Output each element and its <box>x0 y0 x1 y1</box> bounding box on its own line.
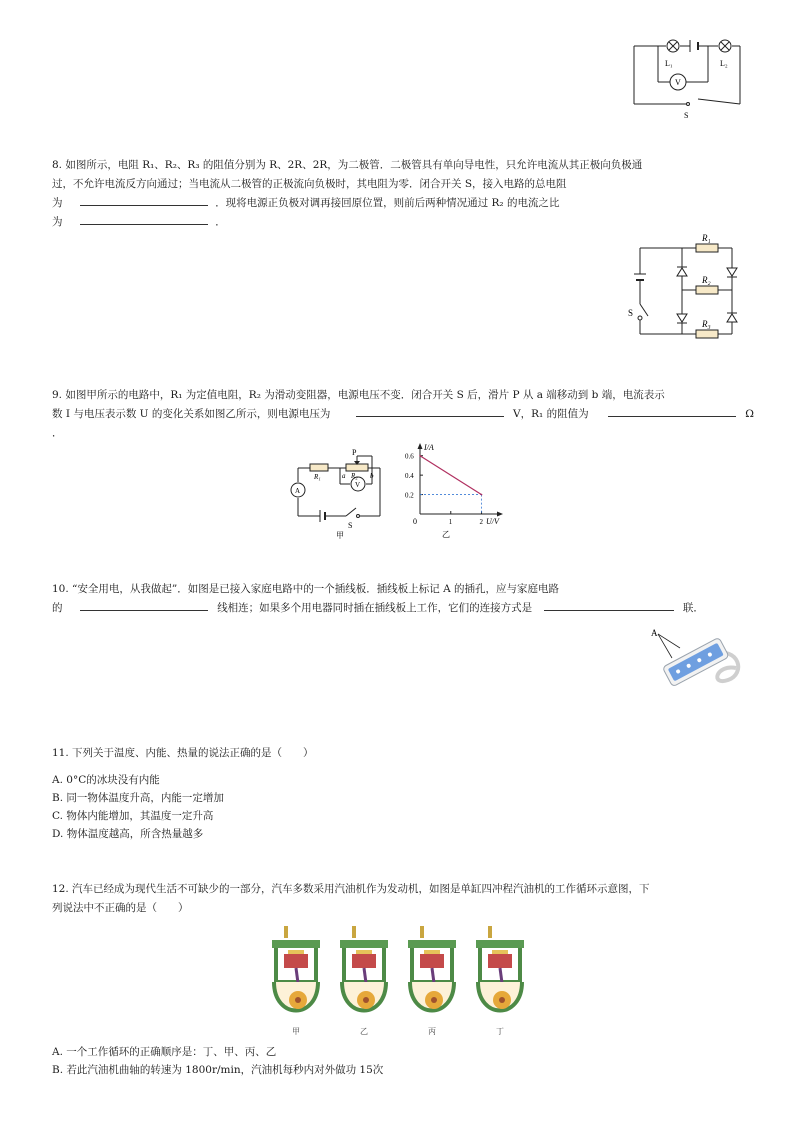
y-tick-label-2: 0.6 <box>405 452 414 461</box>
q9-label-voltmeter: V <box>355 481 361 489</box>
question-10 <box>52 580 752 618</box>
engine-stroke-jia <box>272 926 320 1011</box>
q9-line-2-pre: 数 I 与电压表示数 U 的变化关系如图乙所示，则电源电压为 <box>52 408 331 420</box>
q8-label-s: S <box>628 308 634 318</box>
q9-label-s: S <box>348 521 353 530</box>
label-voltmeter: V <box>675 78 681 87</box>
q8-line-1: 8. 如图所示，电阻 R₁、R₂、R₃ 的阻值分别为 R、2R、2R，为二极管．二极管具有单向导电性，只允许电流从其正极向负极通 <box>52 159 643 171</box>
label-l2: L₂ <box>720 59 728 68</box>
y-tick-label-0: 0.2 <box>405 491 414 500</box>
y-tick-label-1: 0.4 <box>405 472 414 481</box>
q10-line-2-end: 联． <box>682 602 704 614</box>
series-line-i-u <box>420 456 482 495</box>
x-tick-label-1: 1 <box>448 518 453 526</box>
q9-graph-axes <box>420 446 500 514</box>
q9-graph-xlabel: U/V <box>486 517 499 526</box>
q8-line-3 <box>52 194 752 213</box>
engine-caption-jia: 甲 <box>292 1027 300 1036</box>
q9-circuit-figure <box>290 448 390 540</box>
q8-label-r3: R₃ <box>702 319 711 329</box>
q9-label-a: a <box>342 472 346 480</box>
q8-line-2: 过，不允许电流反方向通过；当电流从二极管的正极流向负极时，其电阻为零．闭合开关 S，接入电路的总电阻 <box>52 178 567 190</box>
x-tick-label-2: 2 <box>479 518 484 526</box>
q11-stem: 11. 下列关于温度、内能、热量的说法正确的是（ ） <box>52 747 314 759</box>
top-circuit-figure <box>628 36 748 122</box>
q8-circuit-figure <box>624 232 750 342</box>
engine-stroke-bing <box>408 926 456 1011</box>
data-point-0 <box>419 455 421 457</box>
q11-option-a[interactable]: A. 0°C的冰块没有内能 <box>52 774 160 786</box>
question-12 <box>52 880 752 918</box>
q12-line-1: 12. 汽车已经成为现代生活不可缺少的一部分，汽车多数采用汽油机作为发动机，如图是单缸四冲程汽油机的工作循环示意图，下 <box>52 883 650 895</box>
q8-line-3-post: ．现将电源正负极对调再接回原位置，则前后两种情况通过 R₂ 的电流之比 <box>215 197 560 209</box>
question-9 <box>52 386 752 443</box>
engine-cycle-svg <box>266 920 528 1038</box>
q10-answer-blank-1[interactable] <box>80 599 208 611</box>
power-strip-svg <box>650 624 750 696</box>
q9-caption-jia: 甲 <box>336 531 344 540</box>
q9-label-b: b <box>370 472 374 480</box>
q8-line-4-post: ． <box>215 216 226 228</box>
q9-label-ammeter: A <box>295 487 301 495</box>
q9-graph-svg <box>404 440 508 540</box>
q10-line-2-pre: 的 <box>52 602 63 614</box>
q11-option-c[interactable]: C. 物体内能增加，其温度一定升高 <box>52 810 214 822</box>
q9-answer-blank-1[interactable] <box>356 405 504 417</box>
engine-cycle-figure <box>266 920 528 1038</box>
q9-line-1: 9. 如图甲所示的电路中，R₁ 为定值电阻，R₂ 为滑动变阻器，电源电压不变．闭合开关 S 后，滑片 P 从 a 端移动到 b 端，电流表示 <box>52 389 665 401</box>
q11-option-b[interactable]: B. 同一物体温度升高，内能一定增加 <box>52 792 224 804</box>
label-l1: L₁ <box>665 59 673 68</box>
q10-line-2-mid: 线相连；如果多个用电器同时插在插线板上工作，它们的连接方式是 <box>217 602 533 614</box>
q9-circuit-svg <box>290 448 390 540</box>
q9-label-p: P <box>352 448 357 457</box>
q8-answer-blank-2[interactable] <box>80 213 208 225</box>
q8-answer-blank-1[interactable] <box>80 194 208 206</box>
power-strip-image <box>650 624 750 696</box>
q9-label-r2: R₂ <box>351 472 358 480</box>
q8-line-4 <box>52 213 752 232</box>
q12-option-a[interactable]: A. 一个工作循环的正确顺序是：丁、甲、丙、乙 <box>52 1046 277 1058</box>
engine-stroke-yi <box>340 926 388 1011</box>
top-circuit-svg <box>628 36 748 122</box>
q9-label-r1: R₁ <box>314 473 321 481</box>
q9-graph-caption: 乙 <box>442 530 450 539</box>
q12-line-2: 列说法中不正确的是（ ） <box>52 902 189 914</box>
q12-option-b[interactable]: B. 若此汽油机曲轴的转速为 1800r/min，汽油机每秒内对外做功 15次 <box>52 1064 384 1076</box>
q8-label-r1: R₁ <box>702 233 711 243</box>
q8-label-r2: R₂ <box>702 275 711 285</box>
engine-caption-ding: 丁 <box>496 1027 504 1036</box>
label-switch: S <box>684 111 689 120</box>
q9-answer-blank-2[interactable] <box>608 405 736 417</box>
data-point-1 <box>481 494 483 496</box>
engine-stroke-ding <box>476 926 524 1011</box>
q8-circuit-svg <box>624 232 750 342</box>
q9-line-2-mid: V，R₁ 的阻值为 <box>513 408 589 420</box>
q9-line-3: ． <box>52 427 63 439</box>
q9-graph-figure <box>404 440 508 540</box>
q8-line-3-pre: 为 <box>52 197 63 209</box>
q9-line-2 <box>52 405 752 424</box>
question-8 <box>52 156 752 232</box>
q8-line-4-pre: 为 <box>52 216 63 228</box>
q9-line-2-end: Ω <box>745 408 754 420</box>
q9-graph-origin: 0 <box>413 517 417 526</box>
power-strip-label-a: A <box>651 628 658 638</box>
engine-caption-bing: 丙 <box>428 1027 436 1036</box>
q11-option-d[interactable]: D. 物体温度越高，所含热量越多 <box>52 828 204 840</box>
q10-answer-blank-2[interactable] <box>544 599 674 611</box>
q10-line-2 <box>52 599 752 618</box>
q10-line-1: 10. “安全用电，从我做起”．如图是已接入家庭电路中的一个插线板．插线板上标记 A 的插孔，应与家庭电路 <box>52 583 560 595</box>
engine-caption-yi: 乙 <box>360 1027 368 1036</box>
q9-graph-ylabel: I/A <box>424 443 434 452</box>
